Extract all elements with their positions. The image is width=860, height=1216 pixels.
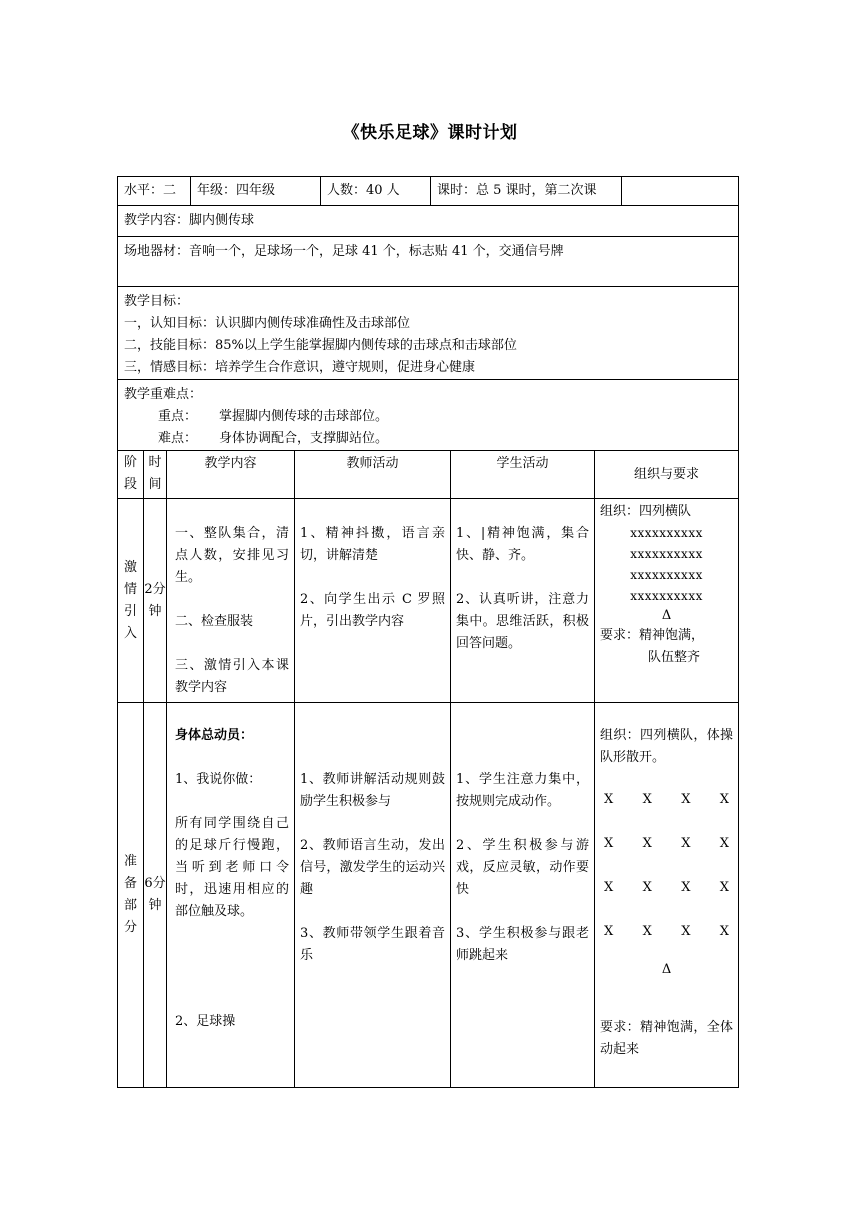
formation-grid-row — [600, 877, 733, 921]
lesson-cell: 课时：总 5 课时，第二次课 — [431, 177, 622, 205]
content-item: 三、激情引入本课教学内容 — [175, 658, 289, 695]
equipment: 场地器材：音响一个，足球场一个，足球 41 个，标志贴 41 个，交通信号牌 — [118, 237, 739, 287]
header-organization: 组织与要求 — [595, 451, 739, 499]
teacher-intro — [295, 499, 451, 703]
requirement-text: 队伍整齐 — [648, 650, 701, 665]
student-mark: X — [681, 792, 691, 807]
student-item: 2、学生积极参与游戏，反应灵敏，动作要快 — [456, 838, 589, 897]
formation-grid-row — [600, 789, 733, 833]
section-intro-row — [118, 499, 739, 703]
time-intro: 2分钟 — [144, 499, 167, 703]
teacher-item: 1、教师讲解活动规则鼓励学生积极参与 — [300, 772, 445, 809]
org-warmup — [595, 703, 739, 1088]
org-intro — [595, 499, 739, 703]
student-mark: X — [642, 792, 652, 807]
equipment-row — [118, 237, 739, 287]
student-item: 3、学生积极参与跟老师跳起来 — [456, 926, 589, 963]
objectives-row — [118, 287, 739, 380]
student-warmup — [451, 703, 595, 1088]
key-points-row — [118, 380, 739, 451]
teacher-item: 1、精神抖擞，语言亲切，讲解清楚 — [300, 526, 445, 563]
warmup-item: 2、足球操 — [175, 1014, 236, 1029]
header-teacher: 教师活动 — [295, 451, 451, 499]
formation-row: xxxxxxxxxx — [630, 589, 703, 603]
formation-row: xxxxxxxxxx — [630, 568, 703, 582]
student-mark: X — [681, 924, 691, 939]
difficulty-text: 身体协调配合，支撑脚站位。 — [219, 431, 389, 446]
objective-item: 三，情感目标：培养学生合作意识，遵守规则，促进身心健康 — [124, 360, 476, 375]
requirement-text: 要求：精神饱满，全体动起来 — [600, 1020, 734, 1057]
formation-grid-row — [600, 833, 733, 877]
formation-row: xxxxxxxxxx — [630, 526, 703, 540]
stage-intro: 激情引入 — [118, 499, 144, 703]
count-cell: 人数：40 人 — [321, 177, 431, 205]
key-points — [118, 380, 739, 451]
org-text: 组织：四列横队，体操队形散开。 — [600, 728, 734, 765]
header-content: 教学内容 — [167, 451, 295, 499]
warmup-item-desc: 所有同学围绕自己的足球斤行慢跑，当听到老师口令时，迅速用相应的部位触及球。 — [175, 816, 289, 919]
key-label: 重点： — [158, 409, 198, 424]
student-mark: X — [681, 836, 691, 851]
teaching-content: 教学内容：脚内侧传球 — [118, 206, 739, 237]
content-item: 一、整队集合，清点人数，安排见习生。 — [175, 526, 289, 585]
difficulty-line — [124, 428, 732, 450]
student-mark: X — [604, 792, 614, 807]
teacher-item: 2、教师语言生动，发出信号，激发学生的运动兴趣 — [300, 838, 445, 897]
info-row — [118, 177, 739, 206]
objective-item: 二，技能目标：85%以上学生能掌握脚内侧传球的击球点和击球部位 — [124, 338, 517, 353]
student-item: 1、学生注意力集中，按规则完成动作。 — [456, 772, 589, 809]
warmup-item: 1、我说你做： — [175, 772, 262, 787]
student-mark: X — [642, 880, 652, 895]
key-points-heading: 教学重难点： — [124, 387, 203, 402]
student-item: 2、认真听讲，注意力集中。思维活跃，积极回答问题。 — [456, 592, 589, 651]
org-label: 组织：四列横队 — [600, 504, 692, 519]
teacher-position-icon: Δ — [661, 962, 672, 977]
teacher-item: 2、向学生出示 C 罗照片，引出教学内容 — [300, 592, 445, 629]
formation-row: xxxxxxxxxx — [630, 547, 703, 561]
student-mark: X — [719, 880, 730, 895]
student-intro — [451, 499, 595, 703]
teacher-item: 3、教师带领学生跟着音乐 — [300, 926, 445, 963]
key-text: 掌握脚内侧传球的击球部位。 — [219, 409, 389, 424]
stage-warmup: 准备部分 — [118, 703, 144, 1088]
key-point-line — [124, 406, 732, 428]
section-warmup-row — [118, 703, 739, 1088]
time-warmup: 6分钟 — [144, 703, 167, 1088]
level-cell: 水平：二 — [118, 177, 191, 205]
student-mark: X — [642, 924, 652, 939]
header-stage: 阶段 — [118, 451, 144, 499]
student-mark: X — [719, 924, 730, 939]
objectives-heading: 教学目标： — [124, 294, 190, 309]
header-student: 学生活动 — [451, 451, 595, 499]
student-mark: X — [604, 880, 614, 895]
empty-cell — [622, 177, 738, 205]
warmup-heading: 身体总动员： — [175, 728, 254, 743]
student-mark: X — [642, 836, 652, 851]
student-mark: X — [719, 792, 730, 807]
student-mark: X — [681, 880, 691, 895]
student-mark: X — [719, 836, 730, 851]
content-row — [118, 206, 739, 237]
page-title: 《快乐足球》课时计划 — [342, 123, 518, 143]
difficulty-label: 难点： — [158, 431, 198, 446]
teacher-warmup — [295, 703, 451, 1088]
header-time: 时间 — [144, 451, 167, 499]
lesson-plan-table — [117, 176, 739, 1088]
content-warmup — [167, 703, 295, 1088]
content-item: 二、检查服装 — [175, 614, 254, 629]
column-header-row — [118, 451, 739, 499]
teacher-position-icon: Δ — [661, 608, 672, 623]
content-intro — [167, 499, 295, 703]
student-mark: X — [604, 836, 614, 851]
requirement-label: 要求：精神饱满， — [600, 628, 705, 643]
student-item: 1、|精神饱满，集合快、静、齐。 — [456, 526, 589, 563]
grade-cell: 年级：四年级 — [191, 177, 321, 205]
formation-grid-row — [600, 921, 733, 959]
student-mark: X — [604, 924, 614, 939]
objective-item: 一，认知目标：认识脚内侧传球准确性及击球部位 — [124, 316, 411, 331]
objectives — [118, 287, 739, 380]
